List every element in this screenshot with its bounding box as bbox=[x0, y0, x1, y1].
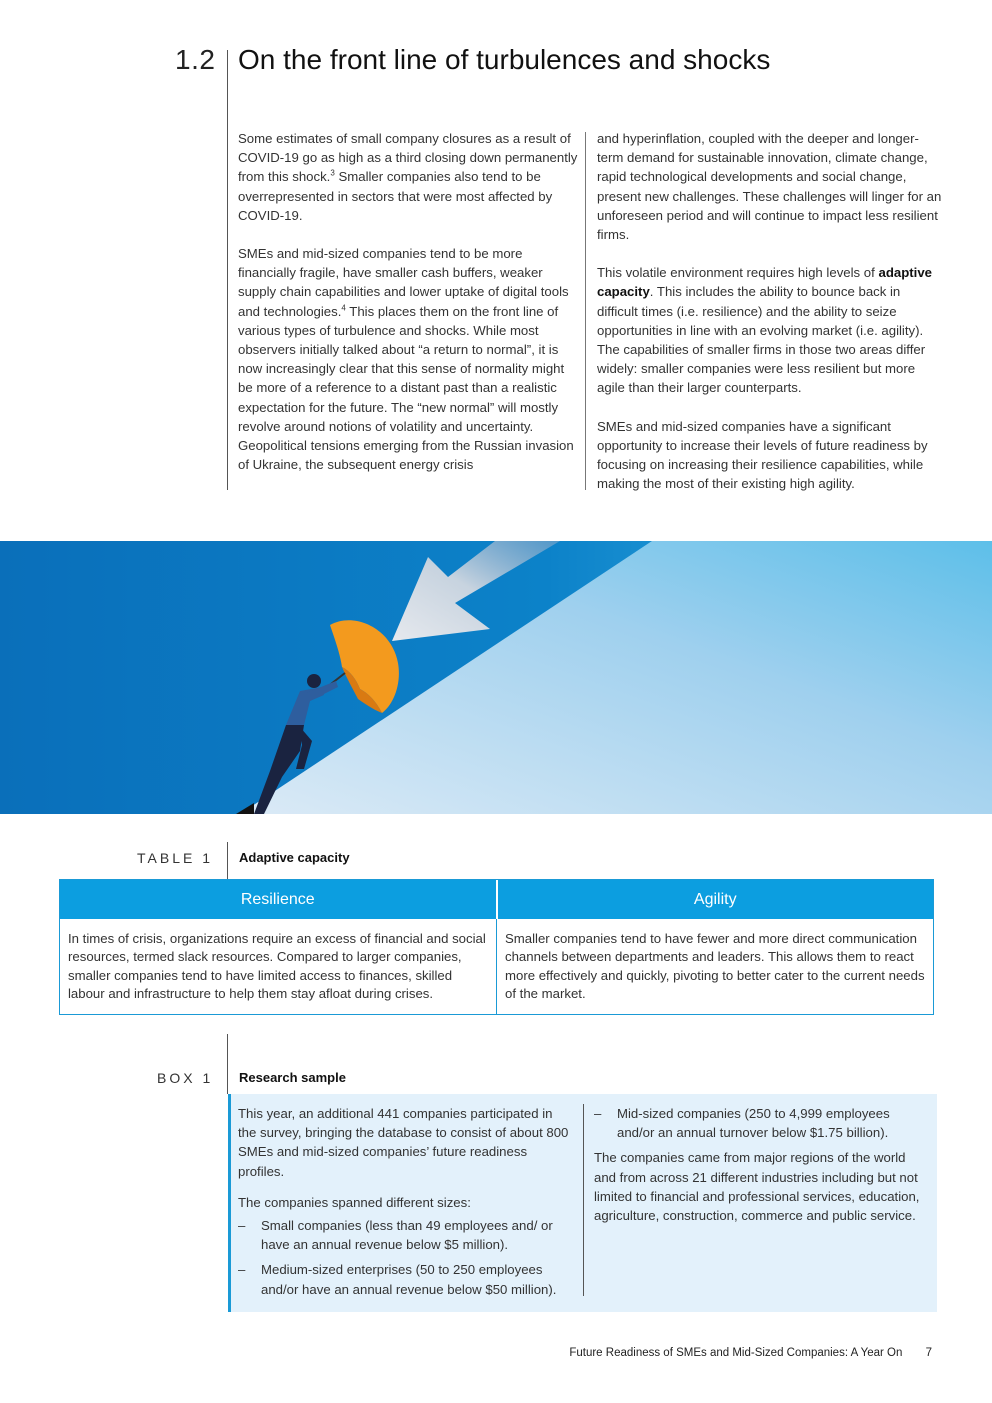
footer-subtitle: A Year On bbox=[848, 1347, 903, 1359]
dash-bullet: – bbox=[594, 1106, 602, 1121]
section-title: On the front line of turbulences and shocks bbox=[238, 44, 771, 75]
list-item: – Mid-sized companies (250 to 4,999 employees and/or an annual turnover below $1.75 billion). bbox=[594, 1104, 929, 1142]
section-number: 1.2 bbox=[175, 44, 216, 75]
table-header-row bbox=[60, 880, 933, 919]
body-column-left bbox=[238, 129, 578, 493]
box-label-divider bbox=[227, 1034, 228, 1094]
body-paragraph: SMEs and mid-sized companies have a significant opportunity to increase their levels of future readiness by focusing on increasing their resilience capabilities, while making the most of their existing high agility. bbox=[597, 418, 928, 492]
page-footer bbox=[569, 1347, 932, 1359]
list-item: – Medium-sized enterprises (50 to 250 employees and/or have an annual revenue below $50 million). bbox=[238, 1260, 573, 1298]
table-label: TABLE 1 bbox=[137, 850, 213, 866]
box-paragraph: This year, an additional 441 companies participated in the survey, bringing the database to consist of about 800 SMEs and mid-sized companies’ future readiness profiles. bbox=[238, 1106, 569, 1179]
adaptive-capacity-table bbox=[59, 879, 934, 1015]
footnote-ref[interactable]: 3 bbox=[330, 169, 335, 179]
box-column-divider bbox=[583, 1104, 584, 1296]
body-paragraph: This volatile environment requires high levels of adaptive capacity. This includes the ability to bounce back in difficult times (i.e. resilience) and the ability to seize opportunities in line with an evolving market (i.e. agility). The capabilities of smaller firms in those two areas differ widely: smaller companies were less resilient but more agile than their larger counterparts. bbox=[597, 265, 932, 396]
banner-illustration bbox=[0, 541, 992, 814]
table-label-divider bbox=[227, 842, 228, 879]
table-header-resilience: Resilience bbox=[60, 880, 498, 919]
footnote-ref[interactable]: 4 bbox=[341, 303, 346, 313]
table-cell-resilience: In times of crisis, organizations require an excess of financial and social resources, termed slack resources. Compared to larger companies, smaller companies tend to have limited access to finances, skilled labour and infrastructure to help them stay afloat during crises. bbox=[60, 919, 497, 1014]
list-item: – Small companies (less than 49 employees and/ or have an annual revenue below $5 million). bbox=[238, 1216, 573, 1254]
box-label: BOX 1 bbox=[157, 1070, 214, 1086]
dash-bullet: – bbox=[238, 1218, 246, 1234]
businessman-umbrella-arrow-icon bbox=[0, 541, 992, 814]
box-paragraph: The companies came from major regions of the world and from across 21 different industries including but not limited to financial and professional services, education, agriculture, construction, commerce and public service. bbox=[594, 1150, 920, 1224]
table-title: Adaptive capacity bbox=[239, 850, 350, 865]
box-title: Research sample bbox=[239, 1070, 346, 1085]
dash-bullet: – bbox=[238, 1262, 246, 1278]
body-paragraph: Some estimates of small company closures as a result of COVID-19 go as high as a third closing down permanently from this shock.$^3$ Smaller companies also tend to be overrepresented in sectors that were most affected by COVID-19. bbox=[238, 131, 578, 223]
box-column-right bbox=[594, 1104, 929, 1237]
body-paragraph: SMEs and mid-sized companies tend to be more financially fragile, have smaller cash buffers, weaker supply chain capabilities and lower uptake of digital tools and technologies.$^4$ This places them on the front line of various types of turbulence and shocks. While most observers initially talked about “a return to normal”, it is now increasingly clear that this sense of normality might be more of a reference to a distant past than a realistic expectation for the future. The “new normal” will mostly revolve around notions of volatility and uncertainty. Geopolitical tensions emerging from the Russian invasion of Ukraine, the subsequent energy crisis bbox=[238, 246, 574, 473]
footer-title: Future Readiness of SMEs and Mid-Sized Companies: bbox=[569, 1347, 849, 1359]
body-paragraph: and hyperinflation, coupled with the deeper and longer-term demand for sustainable innovation, climate change, rapid technological developments and social change, present new challenges. These challenges will linger for an unforeseen period and will continue to impact less resilient firms. bbox=[597, 131, 942, 243]
body-column-right bbox=[597, 129, 942, 512]
table-row bbox=[60, 919, 933, 1014]
box-column-left bbox=[238, 1104, 573, 1305]
section-divider bbox=[227, 50, 228, 490]
emphasis-adaptive-capacity: adaptive capacity bbox=[597, 265, 932, 300]
table-header-agility: Agility bbox=[693, 891, 737, 908]
column-divider bbox=[585, 132, 586, 490]
page-number: 7 bbox=[925, 1347, 932, 1359]
box-paragraph: The companies spanned different sizes: bbox=[238, 1194, 471, 1210]
research-sample-box bbox=[228, 1094, 937, 1312]
table-cell-agility: Smaller companies tend to have fewer and more direct communication channels between departments and leaders. This allows them to react more effectively and quickly, pivoting to better cater to the current needs of the market. bbox=[505, 931, 925, 1002]
